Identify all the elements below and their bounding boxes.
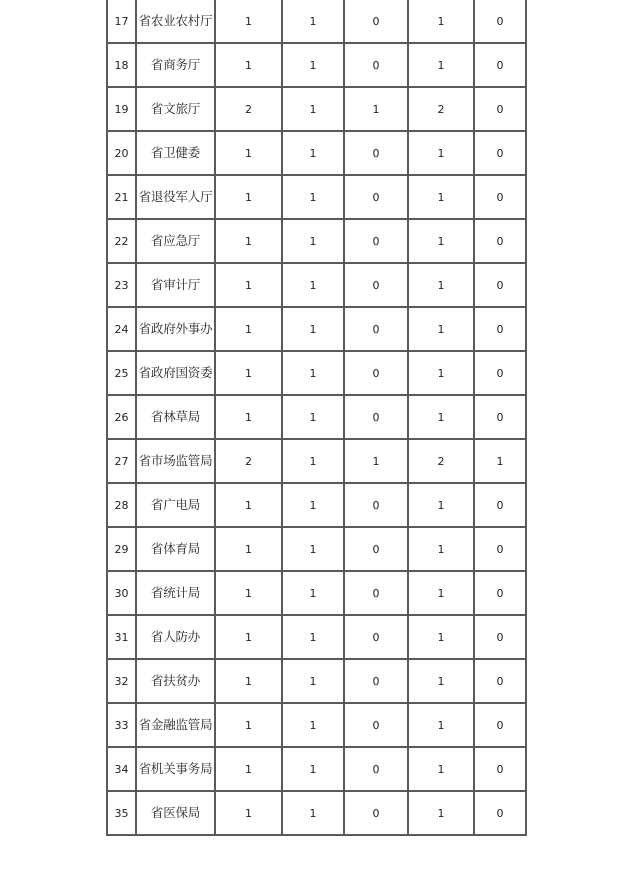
- agency-name-cell: 省林草局: [136, 395, 215, 439]
- agency-name-cell: 省广电局: [136, 483, 215, 527]
- agency-name-cell: 省政府外事办: [136, 307, 215, 351]
- value-cell-col5: 0: [344, 0, 408, 43]
- value-cell-col6: 1: [408, 703, 474, 747]
- agency-name-cell: 省统计局: [136, 571, 215, 615]
- value-cell-col3: 1: [215, 175, 282, 219]
- value-cell-col7: 0: [474, 527, 526, 571]
- value-cell-col7: 0: [474, 307, 526, 351]
- value-cell-col4: 1: [282, 0, 344, 43]
- agency-name-cell: 省卫健委: [136, 131, 215, 175]
- row-number-cell: 27: [107, 439, 136, 483]
- value-cell-col4: 1: [282, 43, 344, 87]
- value-cell-col5: 0: [344, 131, 408, 175]
- value-cell-col6: 1: [408, 351, 474, 395]
- value-cell-col6: 1: [408, 527, 474, 571]
- value-cell-col6: 1: [408, 43, 474, 87]
- value-cell-col6: 1: [408, 131, 474, 175]
- table-row: [107, 439, 526, 483]
- value-cell-col7: 0: [474, 43, 526, 87]
- table-row: [107, 43, 526, 87]
- value-cell-col6: 1: [408, 659, 474, 703]
- value-cell-col6: 1: [408, 483, 474, 527]
- row-number-cell: 34: [107, 747, 136, 791]
- row-number-cell: 18: [107, 43, 136, 87]
- value-cell-col5: 0: [344, 395, 408, 439]
- agency-name-cell: 省政府国资委: [136, 351, 215, 395]
- agency-name-cell: 省退役军人厅: [136, 175, 215, 219]
- row-number-cell: 21: [107, 175, 136, 219]
- value-cell-col4: 1: [282, 571, 344, 615]
- table-row: [107, 659, 526, 703]
- row-number-cell: 30: [107, 571, 136, 615]
- value-cell-col7: 0: [474, 703, 526, 747]
- value-cell-col3: 2: [215, 439, 282, 483]
- agency-name-cell: 省市场监管局: [136, 439, 215, 483]
- agency-name-cell: 省体育局: [136, 527, 215, 571]
- table-row: [107, 87, 526, 131]
- agency-name-cell: 省人防办: [136, 615, 215, 659]
- value-cell-col6: 1: [408, 307, 474, 351]
- value-cell-col3: 1: [215, 659, 282, 703]
- row-number-cell: 35: [107, 791, 136, 835]
- value-cell-col4: 1: [282, 395, 344, 439]
- value-cell-col5: 0: [344, 527, 408, 571]
- value-cell-col4: 1: [282, 483, 344, 527]
- row-number-cell: 23: [107, 263, 136, 307]
- value-cell-col7: 0: [474, 263, 526, 307]
- value-cell-col6: 1: [408, 263, 474, 307]
- row-number-cell: 32: [107, 659, 136, 703]
- row-number-cell: 25: [107, 351, 136, 395]
- row-number-cell: 28: [107, 483, 136, 527]
- value-cell-col7: 0: [474, 483, 526, 527]
- value-cell-col4: 1: [282, 659, 344, 703]
- value-cell-col4: 1: [282, 791, 344, 835]
- value-cell-col7: 1: [474, 439, 526, 483]
- value-cell-col3: 1: [215, 219, 282, 263]
- value-cell-col6: 1: [408, 615, 474, 659]
- value-cell-col4: 1: [282, 307, 344, 351]
- value-cell-col4: 1: [282, 263, 344, 307]
- value-cell-col7: 0: [474, 351, 526, 395]
- agency-name-cell: 省审计厅: [136, 263, 215, 307]
- value-cell-col4: 1: [282, 351, 344, 395]
- agency-name-cell: 省医保局: [136, 791, 215, 835]
- row-number-cell: 20: [107, 131, 136, 175]
- value-cell-col5: 0: [344, 659, 408, 703]
- table-row: [107, 307, 526, 351]
- agency-name-cell: 省应急厅: [136, 219, 215, 263]
- value-cell-col5: 0: [344, 351, 408, 395]
- table-row: [107, 791, 526, 835]
- table-row: [107, 263, 526, 307]
- value-cell-col5: 0: [344, 747, 408, 791]
- table-row: [107, 395, 526, 439]
- table-row: [107, 351, 526, 395]
- value-cell-col5: 1: [344, 87, 408, 131]
- table-row: [107, 483, 526, 527]
- value-cell-col4: 1: [282, 219, 344, 263]
- table-row: [107, 527, 526, 571]
- table-row: [107, 175, 526, 219]
- value-cell-col3: 1: [215, 131, 282, 175]
- value-cell-col7: 0: [474, 395, 526, 439]
- table-row: [107, 219, 526, 263]
- value-cell-col3: 1: [215, 703, 282, 747]
- row-number-cell: 19: [107, 87, 136, 131]
- value-cell-col4: 1: [282, 439, 344, 483]
- row-number-cell: 26: [107, 395, 136, 439]
- value-cell-col5: 0: [344, 571, 408, 615]
- value-cell-col4: 1: [282, 131, 344, 175]
- value-cell-col7: 0: [474, 87, 526, 131]
- value-cell-col4: 1: [282, 175, 344, 219]
- value-cell-col3: 1: [215, 791, 282, 835]
- agency-name-cell: 省金融监管局: [136, 703, 215, 747]
- value-cell-col7: 0: [474, 131, 526, 175]
- row-number-cell: 17: [107, 0, 136, 43]
- value-cell-col6: 1: [408, 747, 474, 791]
- row-number-cell: 22: [107, 219, 136, 263]
- row-number-cell: 33: [107, 703, 136, 747]
- row-number-cell: 29: [107, 527, 136, 571]
- table-row: [107, 703, 526, 747]
- value-cell-col6: 1: [408, 571, 474, 615]
- value-cell-col5: 0: [344, 175, 408, 219]
- value-cell-col7: 0: [474, 659, 526, 703]
- value-cell-col3: 1: [215, 615, 282, 659]
- agency-name-cell: 省扶贫办: [136, 659, 215, 703]
- value-cell-col5: 0: [344, 263, 408, 307]
- agency-quota-table: [106, 0, 527, 836]
- document-table-container: [106, 0, 527, 836]
- table-row: [107, 0, 526, 43]
- value-cell-col5: 0: [344, 483, 408, 527]
- value-cell-col3: 1: [215, 0, 282, 43]
- value-cell-col6: 1: [408, 175, 474, 219]
- value-cell-col5: 0: [344, 219, 408, 263]
- value-cell-col6: 1: [408, 395, 474, 439]
- value-cell-col5: 0: [344, 43, 408, 87]
- table-row: [107, 571, 526, 615]
- value-cell-col3: 1: [215, 747, 282, 791]
- agency-name-cell: 省机关事务局: [136, 747, 215, 791]
- value-cell-col3: 1: [215, 395, 282, 439]
- value-cell-col4: 1: [282, 87, 344, 131]
- row-number-cell: 24: [107, 307, 136, 351]
- value-cell-col6: 2: [408, 87, 474, 131]
- agency-name-cell: 省农业农村厅: [136, 0, 215, 43]
- value-cell-col6: 1: [408, 0, 474, 43]
- value-cell-col7: 0: [474, 747, 526, 791]
- value-cell-col4: 1: [282, 527, 344, 571]
- value-cell-col5: 0: [344, 307, 408, 351]
- row-number-cell: 31: [107, 615, 136, 659]
- value-cell-col3: 1: [215, 483, 282, 527]
- value-cell-col7: 0: [474, 615, 526, 659]
- value-cell-col3: 2: [215, 87, 282, 131]
- value-cell-col4: 1: [282, 703, 344, 747]
- value-cell-col7: 0: [474, 571, 526, 615]
- value-cell-col5: 0: [344, 703, 408, 747]
- value-cell-col3: 1: [215, 351, 282, 395]
- value-cell-col3: 1: [215, 571, 282, 615]
- value-cell-col4: 1: [282, 747, 344, 791]
- value-cell-col6: 1: [408, 219, 474, 263]
- table-row: [107, 747, 526, 791]
- value-cell-col7: 0: [474, 791, 526, 835]
- agency-name-cell: 省商务厅: [136, 43, 215, 87]
- value-cell-col7: 0: [474, 175, 526, 219]
- value-cell-col4: 1: [282, 615, 344, 659]
- value-cell-col3: 1: [215, 263, 282, 307]
- value-cell-col7: 0: [474, 0, 526, 43]
- agency-name-cell: 省文旅厅: [136, 87, 215, 131]
- value-cell-col6: 1: [408, 791, 474, 835]
- value-cell-col5: 1: [344, 439, 408, 483]
- value-cell-col3: 1: [215, 307, 282, 351]
- table-row: [107, 131, 526, 175]
- value-cell-col7: 0: [474, 219, 526, 263]
- value-cell-col3: 1: [215, 43, 282, 87]
- table-body: [107, 0, 526, 835]
- value-cell-col3: 1: [215, 527, 282, 571]
- table-row: [107, 615, 526, 659]
- value-cell-col5: 0: [344, 791, 408, 835]
- value-cell-col6: 2: [408, 439, 474, 483]
- value-cell-col5: 0: [344, 615, 408, 659]
